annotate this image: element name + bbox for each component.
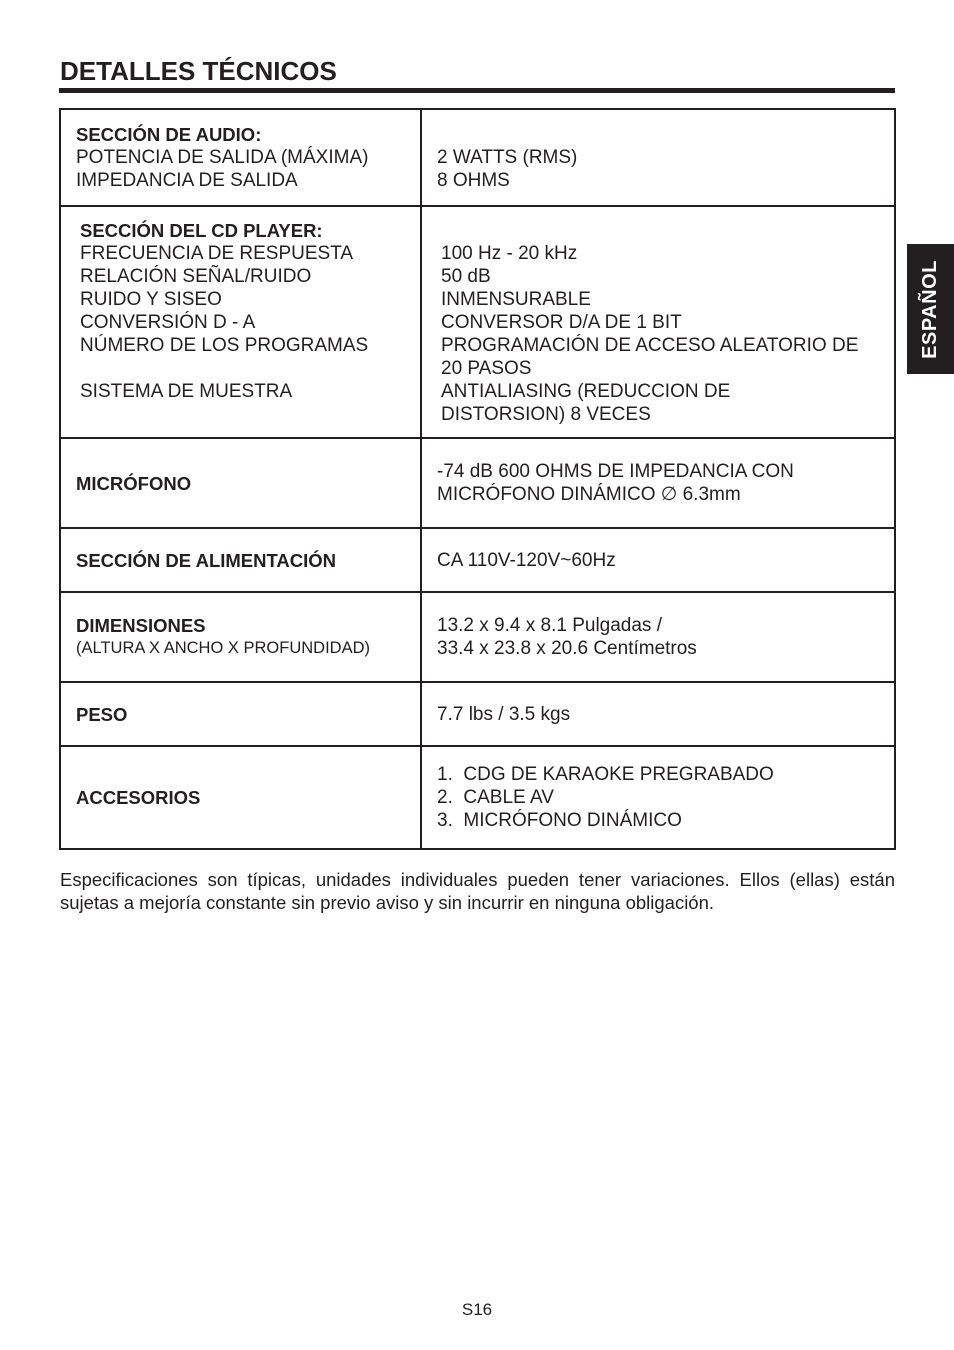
spec-value-cell <box>421 528 895 592</box>
page-title: DETALLES TÉCNICOS <box>60 56 337 86</box>
spec-value: CA 110V-120V~60Hz <box>437 549 616 571</box>
spec-value: INMENSURABLE <box>441 288 591 310</box>
spec-row-microphone <box>60 438 895 528</box>
spec-label-cell <box>60 109 421 206</box>
spec-label: SISTEMA DE MUESTRA <box>80 380 293 402</box>
spec-table <box>59 108 896 850</box>
section-heading: SECCIÓN DE AUDIO: <box>76 124 262 145</box>
spec-label: FRECUENCIA DE RESPUESTA <box>80 242 354 264</box>
spec-value: ANTIALIASING (REDUCCION DE <box>441 380 731 402</box>
spec-value-cell <box>421 109 895 206</box>
accessory-item: 2. CABLE AV <box>437 787 554 808</box>
spec-value: CONVERSOR D/A DE 1 BIT <box>441 311 682 333</box>
accessory-item: 1. CDG DE KARAOKE PREGRABADO <box>437 764 774 785</box>
spec-label-cell <box>60 206 421 438</box>
spec-value: -74 dB 600 OHMS DE IMPEDANCIA CON <box>437 461 794 482</box>
spec-row-audio <box>60 109 895 206</box>
disclaimer-note: Especificaciones son típicas, unidades individuales pueden tener variaciones. Ellos (ellas) están sujetas a mejoría constante sin previo aviso y sin incurrir en ninguna obligación. <box>60 869 895 913</box>
section-heading: PESO <box>76 703 128 725</box>
spec-value-cell <box>421 438 895 528</box>
spec-label: POTENCIA DE SALIDA (MÁXIMA) <box>76 147 369 168</box>
spec-label: NÚMERO DE LOS PROGRAMAS <box>80 334 369 356</box>
spec-label-cell <box>60 682 421 746</box>
spec-label-cell <box>60 746 421 849</box>
section-heading: DIMENSIONES <box>76 615 206 636</box>
spec-value: 8 OHMS <box>437 170 510 191</box>
spec-value: 7.7 lbs / 3.5 kgs <box>437 703 571 725</box>
language-tab-label: ESPAÑOL <box>919 259 942 359</box>
spec-row-cd-player <box>60 206 895 438</box>
spec-row-dimensions <box>60 592 895 682</box>
spec-row-power <box>60 528 895 592</box>
spec-label: RELACIÓN SEÑAL/RUIDO <box>80 265 312 287</box>
spec-value: DISTORSION) 8 VECES <box>441 403 651 425</box>
spec-value: 100 Hz - 20 kHz <box>441 242 578 264</box>
spec-value-cell <box>421 682 895 746</box>
spec-value-cell <box>421 746 895 849</box>
section-heading: MICRÓFONO <box>76 472 192 494</box>
spec-label: RUIDO Y SISEO <box>80 288 222 310</box>
section-heading: SECCIÓN DEL CD PLAYER: <box>80 219 323 241</box>
spec-value-cell <box>421 206 895 438</box>
spec-value: 13.2 x 9.4 x 8.1 Pulgadas / <box>437 615 662 636</box>
language-tab <box>907 244 954 374</box>
spec-value: 50 dB <box>441 265 491 287</box>
spec-label-cell <box>60 528 421 592</box>
title-rule <box>59 88 895 93</box>
section-heading: ACCESORIOS <box>76 787 201 808</box>
spec-label-cell <box>60 438 421 528</box>
spec-value: 20 PASOS <box>441 357 532 379</box>
spec-label-cell <box>60 592 421 682</box>
spec-value-cell <box>421 592 895 682</box>
section-heading: SECCIÓN DE ALIMENTACIÓN <box>76 549 337 571</box>
page-number: S16 <box>461 1300 493 1319</box>
spec-value: PROGRAMACIÓN DE ACCESO ALEATORIO DE <box>441 334 859 356</box>
spec-value: 33.4 x 23.8 x 20.6 Centímetros <box>437 638 697 659</box>
spec-value: 2 WATTS (RMS) <box>437 147 578 168</box>
spec-row-weight <box>60 682 895 746</box>
spec-value: MICRÓFONO DINÁMICO ∅ 6.3mm <box>437 484 741 505</box>
accessory-item: 3. MICRÓFONO DINÁMICO <box>437 810 682 831</box>
spec-label: CONVERSIÓN D - A <box>80 311 256 333</box>
spec-row-accessories <box>60 746 895 849</box>
spec-label: IMPEDANCIA DE SALIDA <box>76 170 298 191</box>
section-subheading: (ALTURA X ANCHO X PROFUNDIDAD) <box>76 639 370 657</box>
